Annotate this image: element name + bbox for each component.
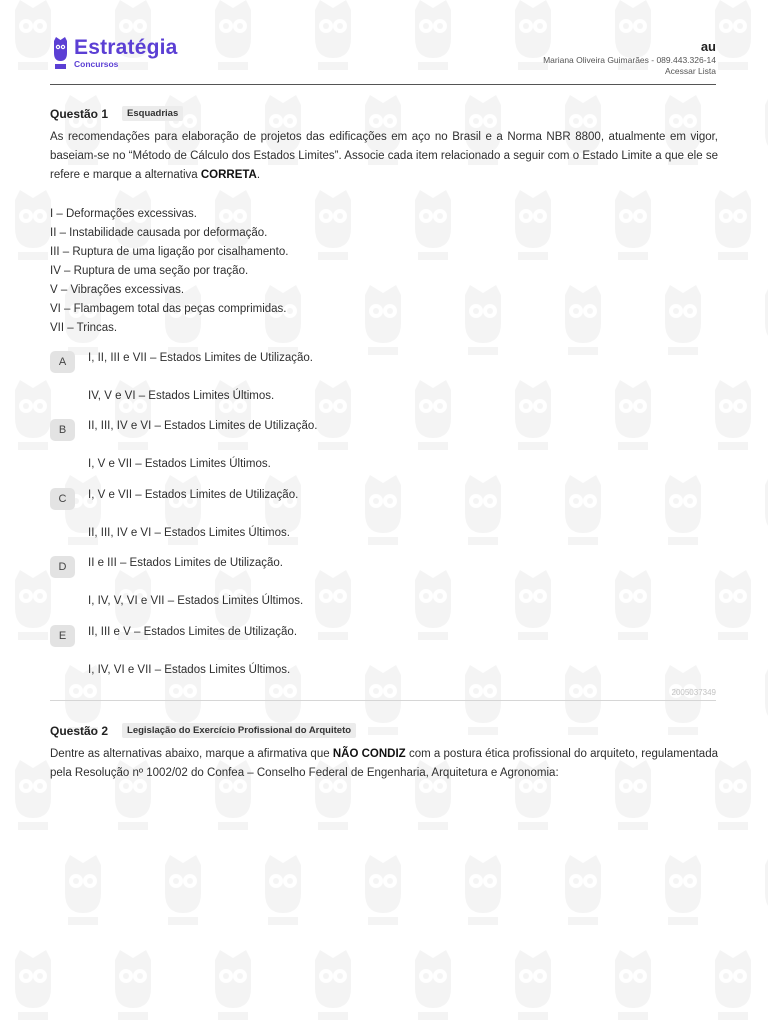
owl-watermark-icon bbox=[610, 380, 656, 455]
owl-watermark-icon bbox=[310, 950, 356, 1025]
option-text-line1: II, III e V – Estados Limites de Utilização. bbox=[88, 626, 298, 638]
list-item: VII – Trincas. bbox=[50, 322, 118, 334]
owl-watermark-icon bbox=[510, 190, 556, 265]
owl-watermark-icon bbox=[660, 855, 706, 930]
list-item: VI – Flambagem total das peças comprimidas. bbox=[50, 303, 287, 315]
list-link[interactable]: Acessar Lista bbox=[664, 66, 716, 76]
list-item: V – Vibrações excessivas. bbox=[50, 284, 185, 296]
owl-watermark-icon bbox=[210, 0, 256, 75]
option-text-line1: II e III – Estados Limites de Utilização. bbox=[88, 557, 283, 569]
owl-watermark-icon bbox=[710, 950, 756, 1025]
owl-watermark-icon bbox=[410, 190, 456, 265]
owl-watermark-icon bbox=[660, 665, 706, 740]
owl-watermark-icon bbox=[660, 285, 706, 360]
owl-watermark-icon bbox=[460, 855, 506, 930]
user-header bbox=[543, 39, 716, 77]
question-label: Questão 1 bbox=[50, 106, 109, 121]
owl-watermark-icon bbox=[160, 855, 206, 930]
owl-watermark-icon bbox=[310, 380, 356, 455]
owl-watermark-icon bbox=[510, 950, 556, 1025]
user-short-name: au bbox=[700, 39, 716, 54]
owl-watermark-icon bbox=[760, 285, 768, 360]
owl-watermark-icon bbox=[410, 0, 456, 75]
option-text-line1: I, V e VII – Estados Limites de Utilização. bbox=[88, 489, 299, 501]
owl-watermark-icon bbox=[510, 570, 556, 645]
option-letter-badge[interactable]: B bbox=[50, 419, 75, 441]
question-divider bbox=[50, 700, 716, 701]
owl-watermark-icon bbox=[610, 570, 656, 645]
list-item: III – Ruptura de uma ligação por cisalhamento. bbox=[50, 246, 289, 258]
question-topic-tag: Esquadrias bbox=[122, 106, 183, 121]
owl-watermark-icon bbox=[610, 190, 656, 265]
owl-watermark-icon bbox=[60, 855, 106, 930]
question-label: Questão 2 bbox=[50, 723, 109, 738]
stem-end: com a postura ética profissional do arquiteto, regulamentada pela Resolução nº 1002/02 do Confea – Conselho Federal de Engenharia, Arquitetura e Agronomia: bbox=[50, 748, 718, 779]
option-text-line2: II, III, IV e VI – Estados Limites Últimos. bbox=[88, 527, 290, 539]
owl-watermark-icon bbox=[660, 475, 706, 550]
brand-name: Estratégia bbox=[74, 36, 178, 59]
option-letter-badge[interactable]: A bbox=[50, 351, 75, 373]
owl-watermark-icon bbox=[360, 475, 406, 550]
option-text-line2: I, V e VII – Estados Limites Últimos. bbox=[88, 458, 271, 470]
option-text-line2: IV, V e VI – Estados Limites Últimos. bbox=[88, 390, 275, 402]
owl-watermark-icon bbox=[710, 190, 756, 265]
owl-watermark-icon bbox=[10, 950, 56, 1025]
option-text-line1: I, II, III e VII – Estados Limites de Utilização. bbox=[88, 352, 313, 364]
owl-watermark-icon bbox=[760, 665, 768, 740]
question-2-header bbox=[50, 723, 356, 738]
owl-watermark-icon bbox=[110, 950, 156, 1025]
owl-logo-icon bbox=[52, 37, 69, 69]
owl-watermark-icon bbox=[360, 285, 406, 360]
owl-watermark-icon bbox=[360, 855, 406, 930]
owl-watermark-icon bbox=[560, 475, 606, 550]
owl-watermark-icon bbox=[560, 855, 606, 930]
owl-watermark-icon bbox=[760, 855, 768, 930]
owl-watermark-icon bbox=[460, 285, 506, 360]
question-2-stem bbox=[50, 745, 718, 783]
question-id: 2005037349 bbox=[671, 688, 716, 697]
brand-subtitle: Concursos bbox=[74, 59, 119, 69]
option-letter-badge[interactable]: D bbox=[50, 556, 75, 578]
owl-watermark-icon bbox=[310, 0, 356, 75]
header-divider bbox=[50, 84, 716, 85]
owl-watermark-icon bbox=[460, 475, 506, 550]
owl-watermark-icon bbox=[760, 475, 768, 550]
question-1-items bbox=[50, 205, 288, 338]
option-letter-badge[interactable]: E bbox=[50, 625, 75, 647]
option-text-line2: I, IV, VI e VII – Estados Limites Últimos. bbox=[88, 664, 291, 676]
owl-watermark-icon bbox=[510, 380, 556, 455]
owl-watermark-icon bbox=[360, 665, 406, 740]
list-item: IV – Ruptura de uma seção por tração. bbox=[50, 265, 249, 277]
question-1-stem bbox=[50, 128, 718, 185]
owl-watermark-icon bbox=[210, 950, 256, 1025]
owl-watermark-icon bbox=[310, 570, 356, 645]
question-1-header bbox=[50, 106, 183, 121]
owl-watermark-icon bbox=[710, 0, 756, 75]
option-letter-badge[interactable]: C bbox=[50, 488, 75, 510]
stem-emphasis: CORRETA bbox=[200, 169, 257, 181]
option-text-line2: I, IV, V, VI e VII – Estados Limites Últimos. bbox=[88, 595, 304, 607]
owl-watermark-icon bbox=[710, 380, 756, 455]
owl-watermark-icon bbox=[560, 285, 606, 360]
owl-watermark-icon bbox=[410, 570, 456, 645]
owl-watermark-icon bbox=[410, 380, 456, 455]
stem-text: Dentre as alternativas abaixo, marque a afirmativa que bbox=[50, 748, 333, 760]
stem-emphasis: NÃO CONDIZ bbox=[332, 748, 406, 760]
owl-watermark-icon bbox=[410, 950, 456, 1025]
list-item: II – Instabilidade causada por deformação. bbox=[50, 227, 268, 239]
owl-watermark-icon bbox=[10, 380, 56, 455]
owl-watermark-icon bbox=[760, 95, 768, 170]
owl-watermark-icon bbox=[710, 570, 756, 645]
user-info: Mariana Oliveira Guimarães - 089.443.326-14 bbox=[543, 55, 716, 65]
owl-watermark-icon bbox=[610, 950, 656, 1025]
list-item: I – Deformações excessivas. bbox=[50, 208, 198, 220]
question-topic-tag: Legislação do Exercício Profissional do Arquiteto bbox=[122, 723, 356, 738]
stem-text: As recomendações para elaboração de projetos das edificações em aço no Brasil e a Norma NBR 8800, atualmente em vigor, baseiam-se no “Método de Cálculo dos Estados Limites”. Associe cada item relacionado a seguir com o Estado Limite a que ele se refere e marque a alternativa bbox=[50, 131, 718, 181]
brand-logo bbox=[52, 37, 178, 69]
owl-watermark-icon bbox=[310, 190, 356, 265]
owl-watermark-icon bbox=[10, 0, 56, 75]
option-text-line1: II, III, IV e VI – Estados Limites de Utilização. bbox=[88, 420, 318, 432]
owl-watermark-icon bbox=[260, 855, 306, 930]
owl-watermark-icon bbox=[460, 665, 506, 740]
owl-watermark-icon bbox=[560, 665, 606, 740]
stem-end: . bbox=[256, 169, 261, 181]
